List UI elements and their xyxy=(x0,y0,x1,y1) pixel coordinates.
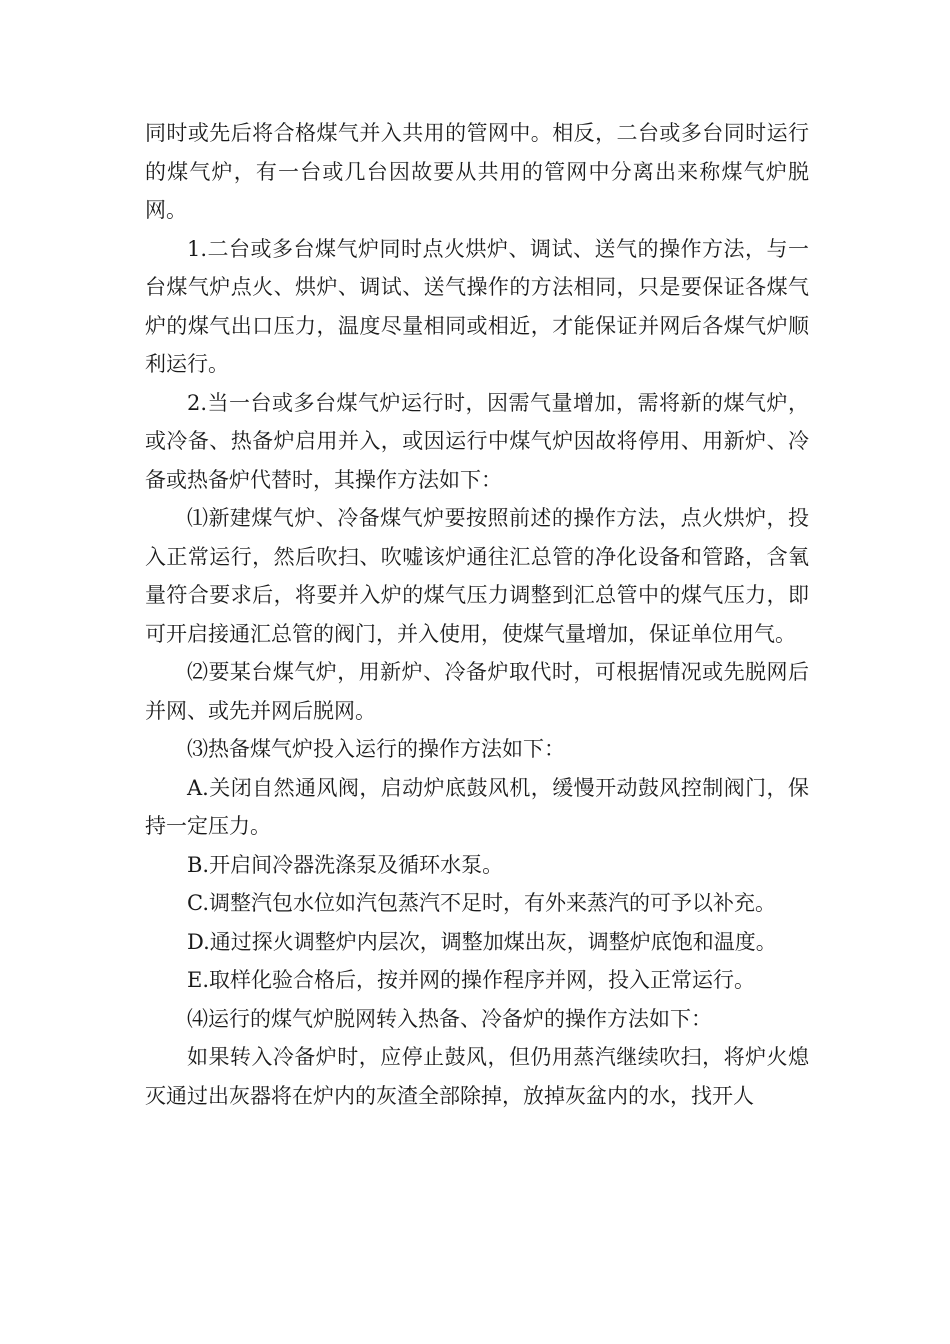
paragraph-10: D.通过探火调整炉内层次，调整加煤出灰，调整炉底饱和温度。 xyxy=(187,929,777,954)
paragraph-5: ⑵要某台煤气炉，用新炉、冷备炉取代时，可根据情况或先脱网后并网、或先并网后脱网。 xyxy=(145,660,809,723)
paragraph-9: C.调整汽包水位如汽包蒸汽不足时，有外来蒸汽的可予以补充。 xyxy=(187,891,776,915)
document-body xyxy=(145,114,809,1115)
paragraph-1: 同时或先后将合格煤气并入共用的管网中。相反，二台或多台同时运行的煤气炉，有一台或几台因故要从共用的管网中分离出来称煤气炉脱网。 xyxy=(145,121,809,222)
paragraph-7: A.关闭自然通风阀，启动炉底鼓风机，缓慢开动鼓风控制阀门，保持一定压力。 xyxy=(145,775,809,838)
paragraph-2: 1.二台或多台煤气炉同时点火烘炉、调试、送气的操作方法，与一台煤气炉点火、烘炉、调试、送气操作的方法相同，只是要保证各煤气炉的煤气出口压力，温度尽量相同或相近，才能保证并网后各煤气炉顺利运行。 xyxy=(145,236,809,376)
paragraph-12: ⑷运行的煤气炉脱网转入热备、冷备炉的操作方法如下： xyxy=(187,1006,712,1031)
paragraph-3: 2.当一台或多台煤气炉运行时，因需气量增加，需将新的煤气炉，或冷备、热备炉启用并入，或因运行中煤气炉因故将停用、用新炉、冷备或热备炉代替时，其操作方法如下： xyxy=(145,390,809,492)
paragraph-8: B.开启间冷器洗涤泵及循环水泵。 xyxy=(187,852,504,877)
paragraph-11: E.取样化验合格后，按并网的操作程序并网，投入正常运行。 xyxy=(187,968,756,992)
paragraph-13: 如果转入冷备炉时，应停止鼓风，但仍用蒸汽继续吹扫，将炉火熄灭通过出灰器将在炉内的灰渣全部除掉，放掉灰盆内的水，找开人 xyxy=(145,1045,809,1108)
paragraph-4: ⑴新建煤气炉、冷备煤气炉要按照前述的操作方法，点火烘炉，投入正常运行，然后吹扫、吹嘘该炉通往汇总管的净化设备和管路，含氧量符合要求后，将要并入炉的煤气压力调整到汇总管中的煤气压力，即可开启接通汇总管的阀门，并入使用，使煤气量增加，保证单位用气。 xyxy=(145,506,809,646)
paragraph-6: ⑶热备煤气炉投入运行的操作方法如下： xyxy=(187,737,565,761)
